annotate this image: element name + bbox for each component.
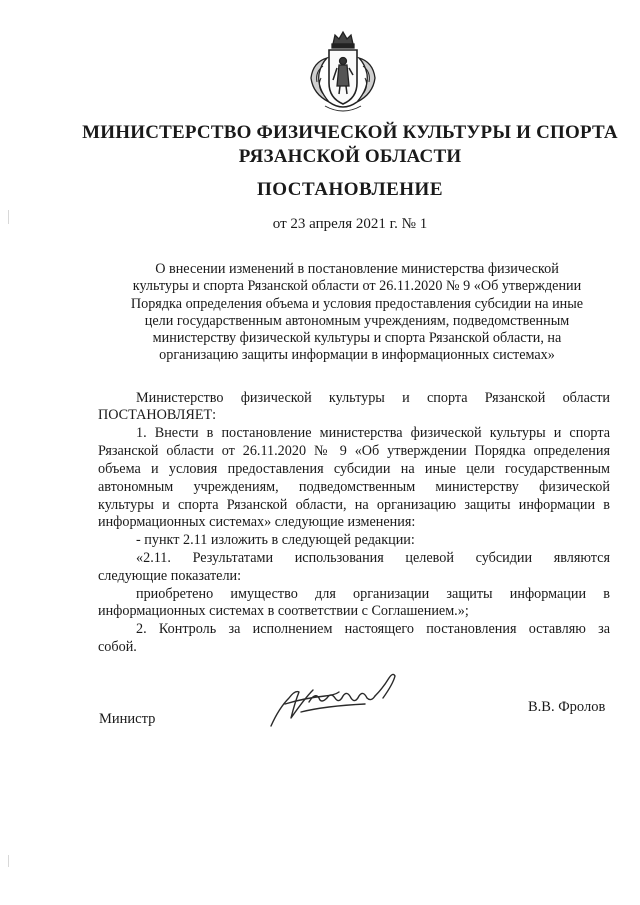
ryazan-coat-of-arms-icon [299,28,387,116]
scan-edge-mark [8,210,9,224]
subject-line: цели государственным автономным учреждениям, подведомственным [144,312,570,329]
document-date: от 23 апреля 2021 г. № 1 [272,216,428,232]
subject-line: О внесении изменений в постановление министерства физической [155,261,559,277]
body-line: 1. Внести в постановление министерства физической культуры и спорта [136,425,610,441]
signer-name: В.В. Фролов [528,699,606,715]
body-line: собой. [98,639,137,655]
body-line: - пункт 2.11 изложить в следующей редакции: [136,532,415,548]
subject-line: культуры и спорта Рязанской области от 26.11.2020 № 9 «Об утверждении [132,278,582,295]
body-line: культуры и спорта Рязанской области, на организацию защиты информации в [98,497,610,513]
body-line: приобретено имущество для организации защиты информации в [136,586,610,602]
handwritten-signature-icon [265,668,415,730]
body-line: объема и условия предоставления субсидии на иные цели государственным [98,461,610,477]
body-line: информационных системах» следующие изменения: [98,514,416,530]
body-line: автономным учреждениям, подведомственным министерству физической [98,479,610,495]
subject-line: организацию защиты информации в информационных системах» [159,347,555,364]
body-line: ПОСТАНОВЛЯЕТ: [98,407,217,423]
body-line: «2.11. Результатами использования целевой субсидии являются [136,550,610,566]
body-line: Рязанской области от 26.11.2020 № 9 «Об утверждении Порядка определения [98,443,610,459]
scan-edge-mark [8,855,9,867]
signer-position: Министр [99,711,156,727]
body-line: информационных системах в соответствии с Соглашением.»; [98,603,469,619]
body-line: 2. Контроль за исполнением настоящего постановления оставляю за [136,621,610,637]
ministry-name-line1: МИНИСТЕРСТВО ФИЗИЧЕСКОЙ КУЛЬТУРЫ И СПОРТА [82,122,618,143]
document-subject [92,261,622,365]
body-line: следующие показатели: [98,568,242,584]
document-type: ПОСТАНОВЛЕНИЕ [256,179,444,200]
ministry-name-line2: РЯЗАНСКОЙ ОБЛАСТИ [238,146,462,167]
body-line: Министерство физической культуры и спорта Рязанской области [136,390,610,406]
subject-line: Порядка определения объема и условия предоставления субсидии на иные [130,295,584,312]
subject-line: министерству физической культуры и спорта Рязанской области, на [152,330,562,347]
